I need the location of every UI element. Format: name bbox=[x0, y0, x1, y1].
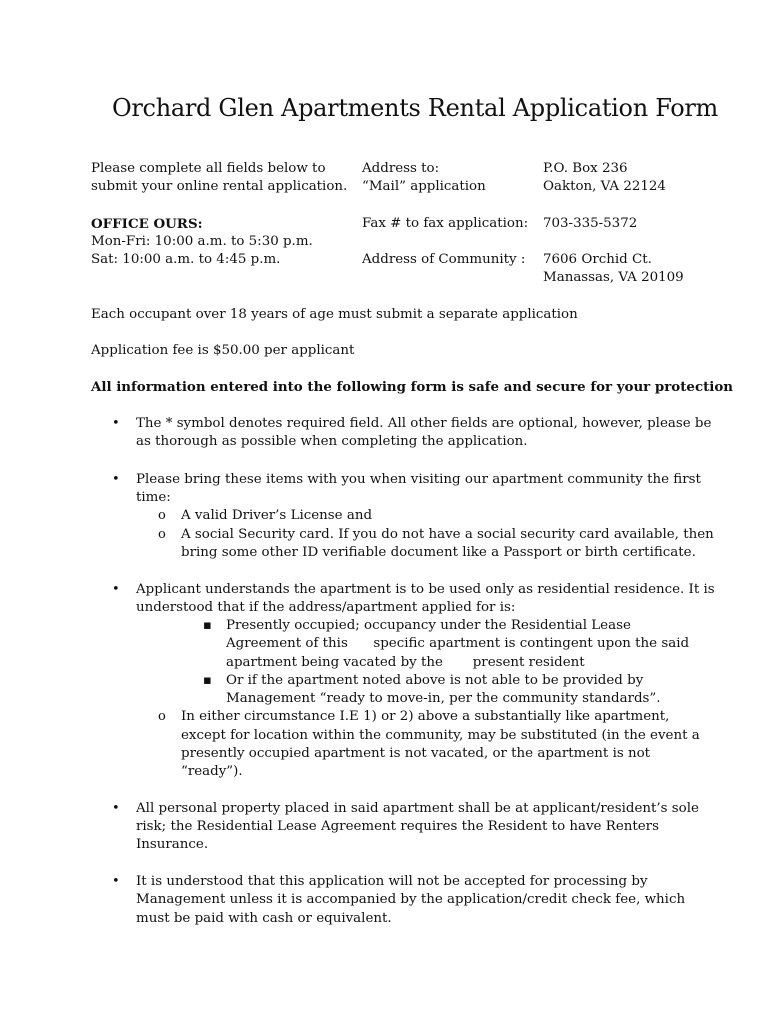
bullet-icon: • bbox=[112, 874, 120, 889]
bullet5-line1: It is understood that this application will not be accepted for processing by bbox=[136, 874, 648, 889]
circle-bullet-icon: o bbox=[158, 709, 166, 724]
circle-bullet-icon: o bbox=[158, 508, 166, 523]
bullet4-line2: risk; the Residential Lease Agreement requires the Resident to have Renters bbox=[136, 819, 659, 834]
hours-saturday: Sat: 10:00 a.m. to 4:45 p.m. bbox=[91, 252, 281, 267]
bullet3-sub-line2: except for location within the community, may be substituted (in the event a bbox=[181, 728, 700, 743]
community-label: Address of Community : bbox=[362, 252, 526, 267]
bullet3-square1-line2: Agreement of this specific apartment is contingent upon the said bbox=[226, 636, 690, 651]
bullet3-sub-line3: presently occupied apartment is not vacated, or the apartment is not bbox=[181, 746, 651, 761]
bullet-icon: • bbox=[112, 416, 120, 431]
bullet5-line2: Management unless it is accompanied by the application/credit check fee, which bbox=[136, 892, 686, 907]
po-city: Oakton, VA 22124 bbox=[543, 179, 666, 194]
intro-text-line2: submit your online rental application. bbox=[91, 179, 348, 194]
bullet2-sub2-line1: A social Security card. If you do not have a social security card available, then bbox=[181, 527, 714, 542]
security-note: All information entered into the following form is safe and secure for your protection bbox=[91, 379, 734, 395]
square-bullet-icon: ▪ bbox=[203, 618, 212, 633]
community-street: 7606 Orchid Ct. bbox=[543, 252, 652, 267]
bullet3-square1-line1: Presently occupied; occupancy under the Residential Lease bbox=[226, 618, 631, 633]
square-bullet-icon: ▪ bbox=[203, 673, 212, 688]
bullet4-line3: Insurance. bbox=[136, 837, 209, 852]
bullet1-line1: The * symbol denotes required field. All other fields are optional, however, please be bbox=[136, 416, 712, 431]
intro-text-line1: Please complete all fields below to bbox=[91, 161, 326, 176]
community-city: Manassas, VA 20109 bbox=[543, 270, 684, 285]
bullet2-sub1: A valid Driver’s License and bbox=[181, 508, 373, 523]
bullet1-line2: as thorough as possible when completing the application. bbox=[136, 434, 528, 449]
fax-label: Fax # to fax application: bbox=[362, 216, 529, 231]
address-label: Address to: bbox=[362, 161, 440, 176]
bullet3-square2-line2: Management “ready to move-in, per the community standards”. bbox=[226, 691, 661, 706]
bullet3-line2: understood that if the address/apartment applied for is: bbox=[136, 600, 516, 615]
bullet5-line3: must be paid with cash or equivalent. bbox=[136, 911, 392, 926]
bullet2-sub2-line2: bring some other ID verifiable document like a Passport or birth certificate. bbox=[181, 545, 696, 560]
bullet3-sub-line4: “ready”). bbox=[181, 764, 243, 779]
bullet3-sub-line1: In either circumstance I.E 1) or 2) above a substantially like apartment, bbox=[181, 709, 670, 724]
page-title: Orchard Glen Apartments Rental Application Form bbox=[112, 94, 719, 122]
hours-weekday: Mon-Fri: 10:00 a.m. to 5:30 p.m. bbox=[91, 234, 313, 249]
mail-label: “Mail” application bbox=[362, 179, 486, 194]
po-box: P.O. Box 236 bbox=[543, 161, 628, 176]
bullet-icon: • bbox=[112, 472, 120, 487]
bullet2-line1: Please bring these items with you when visiting our apartment community the first bbox=[136, 472, 701, 487]
bullet-icon: • bbox=[112, 582, 120, 597]
circle-bullet-icon: o bbox=[158, 527, 166, 542]
bullet3-line1: Applicant understands the apartment is to be used only as residential residence. It is bbox=[136, 582, 715, 597]
office-hours-label: OFFICE OURS: bbox=[91, 216, 203, 232]
fee-note: Application fee is $50.00 per applicant bbox=[91, 343, 355, 358]
bullet-icon: • bbox=[112, 801, 120, 816]
bullet2-line2: time: bbox=[136, 490, 171, 505]
bullet3-square1-line3: apartment being vacated by the present resident bbox=[226, 655, 585, 670]
fax-number: 703-335-5372 bbox=[543, 216, 638, 231]
bullet4-line1: All personal property placed in said apartment shall be at applicant/resident’s sole bbox=[136, 801, 699, 816]
occupant-note: Each occupant over 18 years of age must submit a separate application bbox=[91, 307, 578, 322]
bullet3-square2-line1: Or if the apartment noted above is not able to be provided by bbox=[226, 673, 644, 688]
